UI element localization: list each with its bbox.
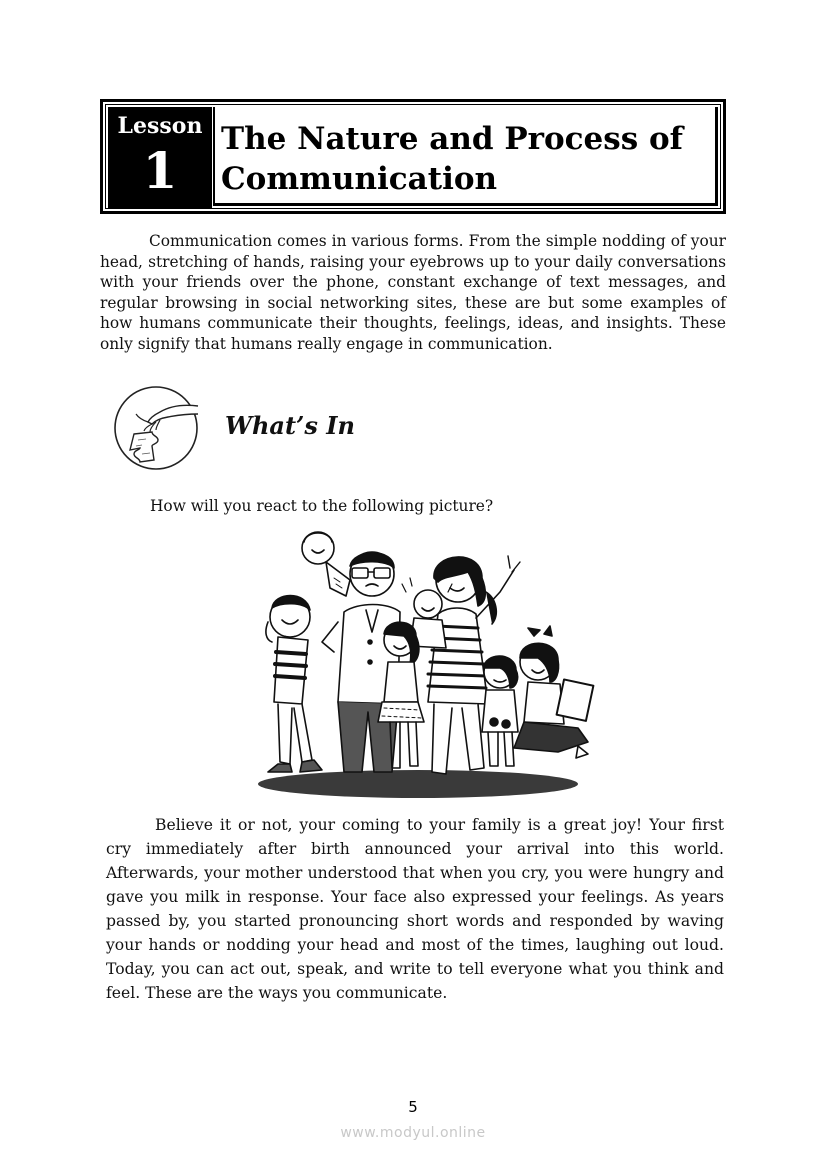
body-paragraph: Believe it or not, your coming to your family is a great joy! Your first cry immediately after birth announced your arrival into this world. Afterwards, your mother understood that when you cry, you were hungry and gave you milk in response. Your face also expressed your feelings. As years passed by, you started pronouncing short words and responded by waving your hands or nodding your head and most of the times, laughing out loud. Today, you can act out, speak, and write to tell everyone what you think and feel. These are the ways you communicate. <box>106 816 724 1002</box>
title-line-2: Communication <box>221 161 498 197</box>
lesson-number: 1 <box>142 141 178 200</box>
lesson-badge <box>108 107 212 209</box>
page-title <box>221 119 711 199</box>
family-illustration <box>238 522 598 812</box>
lesson-header <box>100 99 726 214</box>
watermark: www.modyul.online <box>340 1125 486 1141</box>
lesson-label: Lesson <box>117 113 203 139</box>
section-title-whats-in: What’s In <box>225 411 355 440</box>
intro-paragraph: Communication comes in various forms. From the simple nodding of your head, stretching of hands, raising your eyebrows up to your daily conversations with your friends over the phone, constant exchange of text messages, and regular browsing in social networking sites, these are but some examples of how humans communicate their thoughts, feelings, ideas, and insights. These only signify that humans really engage in communication. <box>100 232 726 353</box>
question-text: How will you react to the following picture? <box>150 497 494 515</box>
title-area <box>213 107 718 206</box>
title-line-1: The Nature and Process of <box>221 121 683 157</box>
page-number: 5 <box>408 1098 418 1116</box>
hand-puzzle-icon <box>112 384 202 474</box>
